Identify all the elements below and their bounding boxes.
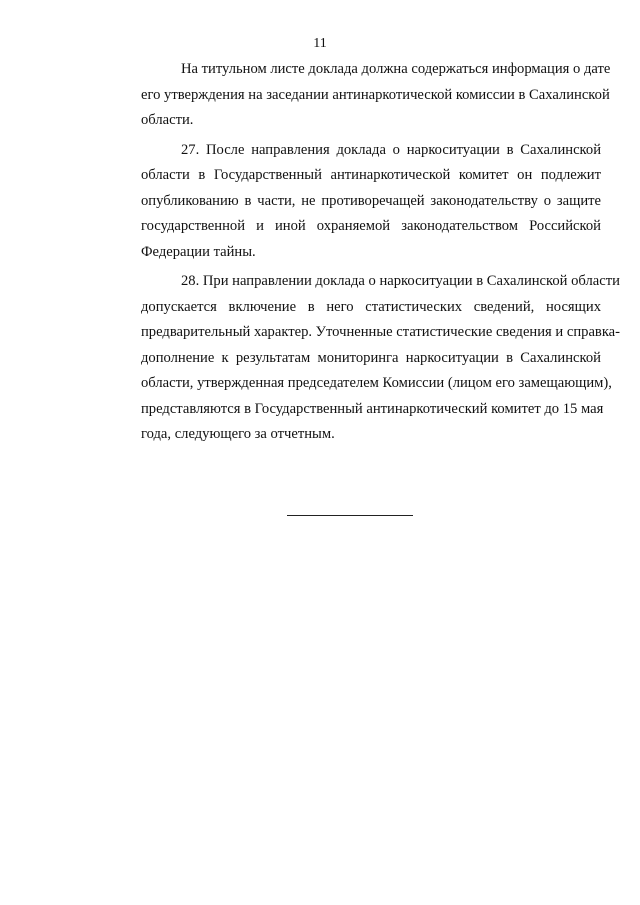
paragraph-line: его утверждения на заседании антинаркотической комиссии в Сахалинской bbox=[141, 86, 610, 103]
paragraph-line: дополнение к результатам мониторинга наркоситуации в Сахалинской bbox=[141, 349, 601, 366]
paragraph-item-28 bbox=[101, 269, 621, 448]
paragraph-line: представляются в Государственный антинаркотический комитет до 15 мая bbox=[141, 400, 604, 417]
page-number: 11 bbox=[313, 36, 327, 51]
paragraph-line: 28. При направлении доклада о наркоситуации в Сахалинской области bbox=[181, 273, 620, 289]
paragraph-line: области. bbox=[141, 112, 194, 128]
end-divider-line bbox=[287, 515, 413, 516]
paragraph-title-page-info bbox=[101, 57, 611, 134]
paragraph-line: опубликованию в части, не противоречащей законодательству о защите bbox=[141, 192, 601, 209]
paragraph-line: На титульном листе доклада должна содержаться информация о дате bbox=[181, 61, 611, 77]
paragraph-item-27 bbox=[101, 138, 601, 266]
paragraph-line: 27. После направления доклада о наркоситуации в Сахалинской bbox=[181, 141, 601, 158]
paragraph-line: допускается включение в него статистических сведений, носящих bbox=[141, 298, 601, 315]
paragraph-line: года, следующего за отчетным. bbox=[141, 426, 335, 442]
paragraph-line: области в Государственный антинаркотической комитет он подлежит bbox=[141, 167, 601, 183]
paragraph-line: государственной и иной охраняемой законодательством Российской bbox=[141, 218, 601, 234]
paragraph-line: области, утвержденная председателем Комиссии (лицом его замещающим), bbox=[141, 375, 612, 391]
document-body bbox=[101, 57, 621, 452]
paragraph-line: Федерации тайны. bbox=[141, 243, 256, 260]
paragraph-line: предварительный характер. Уточненные статистические сведения и справка- bbox=[141, 324, 621, 340]
